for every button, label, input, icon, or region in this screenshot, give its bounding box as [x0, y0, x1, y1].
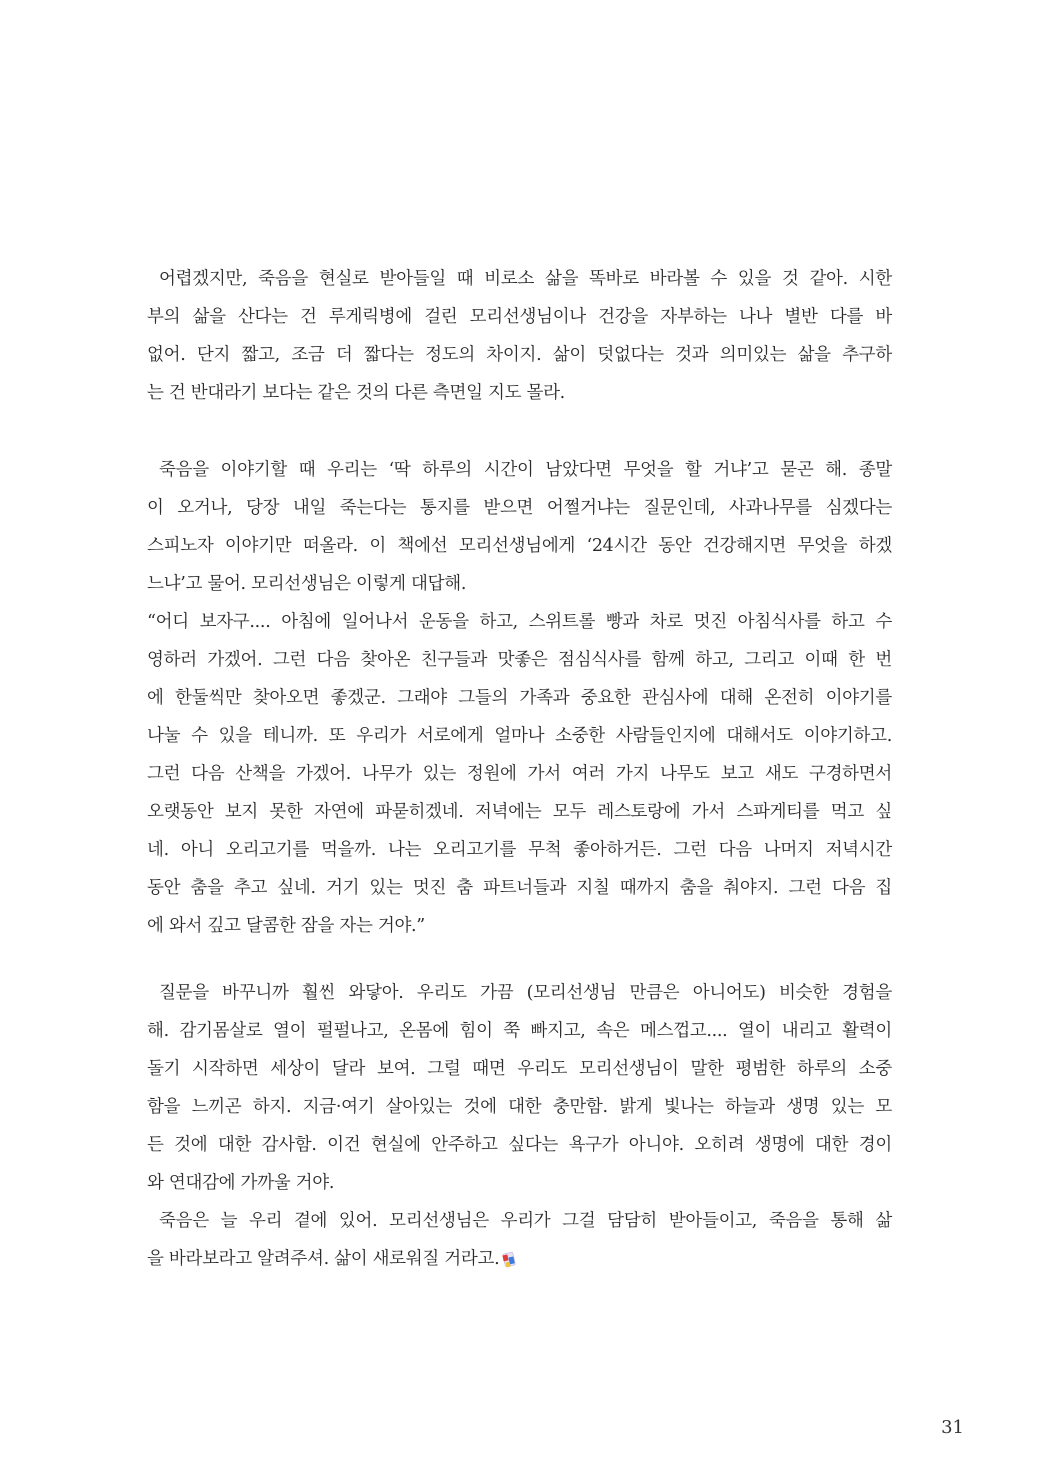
colorful-sticker-icon [501, 1249, 519, 1271]
quote-line: 영하러 가겠어. 그런 다음 찾아온 친구들과 맛좋은 점심식사를 함께 하고, 그리고 이때 한 번 [147, 650, 892, 670]
quote-line: 동안 춤을 추고 싶네. 거기 있는 멋진 춤 파트너들과 지칠 때까지 춤을 춰야지. 그런 다음 집 [147, 878, 892, 898]
quote-line: 에 와서 깊고 달콤한 잠을 자는 거야.” [147, 916, 425, 936]
text-line: 죽음을 이야기할 때 우리는 ‘딱 하루의 시간이 남았다면 무엇을 할 거냐’고 묻곤 해. 종말 [159, 460, 892, 480]
paragraph-1 [147, 260, 892, 412]
quote-line: “어디 보자구.... 아침에 일어나서 운동을 하고, 스위트롤 빵과 차로 멋진 아침식사를 하고 수 [147, 612, 892, 632]
text-line: 돌기 시작하면 세상이 달라 보여. 그럴 때면 우리도 모리선생님이 말한 평범한 하루의 소중 [147, 1059, 892, 1079]
text-line: 없어. 단지 짧고, 조금 더 짧다는 정도의 차이지. 삶이 덧없다는 것과 의미있는 삶을 추구하 [147, 345, 892, 365]
quote-line: 에 한둘씩만 찾아오면 좋겠군. 그래야 그들의 가족과 중요한 관심사에 대해 온전히 이야기를 [147, 688, 892, 708]
text-line: 이 오거나, 당장 내일 죽는다는 통지를 받으면 어쩔거냐는 질문인데, 사과나무를 심겠다는 [147, 498, 892, 518]
page-number: 31 [941, 1417, 964, 1438]
paragraph-2 [147, 451, 892, 945]
text-line: 죽음은 늘 우리 곁에 있어. 모리선생님은 우리가 그걸 담담히 받아들이고, 죽음을 통해 삶 [159, 1211, 892, 1231]
text-line: 질문을 바꾸니까 훨씬 와닿아. 우리도 가끔 (모리선생님 만큼은 아니어도) 비슷한 경험을 [159, 983, 892, 1003]
quote-line: 나눌 수 있을 테니까. 또 우리가 서로에게 얼마나 소중한 사람들인지에 대해서도 이야기하고. [147, 726, 892, 746]
text-line: 함을 느끼곤 하지. 지금·여기 살아있는 것에 대한 충만함. 밝게 빛나는 하늘과 생명 있는 모 [147, 1097, 892, 1117]
text-line: 스피노자 이야기만 떠올라. 이 책에선 모리선생님에게 ‘24시간 동안 건강해지면 무엇을 하겠 [147, 536, 892, 556]
text-line: 든 것에 대한 감사함. 이건 현실에 안주하고 싶다는 욕구가 아니야. 오히려 생명에 대한 경이 [147, 1135, 892, 1155]
paragraph-3 [147, 974, 892, 1278]
text-line: 해. 감기몸살로 열이 펄펄나고, 온몸에 힘이 쭉 빠지고, 속은 메스껍고.... 열이 내리고 활력이 [147, 1021, 892, 1041]
text-line: 느냐’고 물어. 모리선생님은 이렇게 대답해. [147, 574, 467, 594]
text-line: 는 건 반대라기 보다는 같은 것의 다른 측면일 지도 몰라. [147, 383, 565, 403]
final-sentence: 을 바라보라고 알려주셔. 삶이 새로워질 거라고. [147, 1249, 500, 1269]
text-line-with-sticker [147, 1240, 892, 1278]
quote-line: 오랫동안 보지 못한 자연에 파묻히겠네. 저녁에는 모두 레스토랑에 가서 스파게티를 먹고 싶 [147, 802, 892, 822]
text-line: 어렵겠지만, 죽음을 현실로 받아들일 때 비로소 삶을 똑바로 바라볼 수 있을 것 같아. 시한 [159, 269, 892, 289]
text-line: 와 연대감에 가까울 거야. [147, 1173, 335, 1193]
text-line: 부의 삶을 산다는 건 루게릭병에 걸린 모리선생님이나 건강을 자부하는 나나 별반 다를 바 [147, 307, 892, 327]
quote-line: 그런 다음 산책을 가겠어. 나무가 있는 정원에 가서 여러 가지 나무도 보고 새도 구경하면서 [147, 764, 892, 784]
quote-line: 네. 아니 오리고기를 먹을까. 나는 오리고기를 무척 좋아하거든. 그런 다음 나머지 저녁시간 [147, 840, 892, 860]
